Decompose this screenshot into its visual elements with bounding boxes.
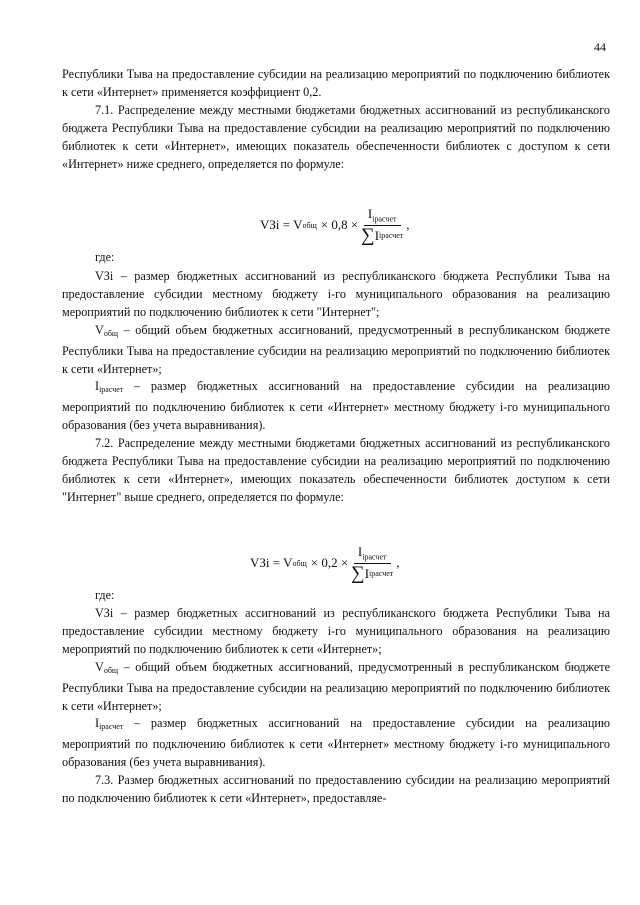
- paragraph-7-2: 7.2. Распределение между местными бюджетами бюджетных ассигнований из республиканского бюджета Республики Тыва на предоставление субсидии на реализацию мероприятий по подключению библиотек к сети «Интернет», имеющих показатель обеспеченности библиотек доступом к сети "Интернет" выше среднего, определяется по формуле:: [62, 436, 610, 504]
- sigma-symbol: ∑: [351, 562, 365, 584]
- paragraph-7-1: 7.1. Распределение между местными бюджетами бюджетных ассигнований из республиканского бюджета Республики Тыва на предоставление субсидии на реализацию мероприятий по подключению библиотек к сети «Интернет», имеющих показатель обеспеченности библиотек с доступом к сети «Интернет» ниже среднего, определяется по формуле:: [62, 102, 610, 171]
- where-label: где:: [95, 250, 115, 264]
- definition-i-calc: Iiрасчет – размер бюджетных ассигнований на предоставление субсидии на реализацию мероприятий по подключению библиотек к сети «Интернет» местному бюджету i-го муниципального образования (без учета выравнивания).: [62, 716, 610, 770]
- formula-lhs: VЗi = V: [250, 555, 293, 571]
- formula-fraction: $I_{iрасчет}$ ∑ I iрасчет: [361, 206, 404, 246]
- formula-coefficient-0-2: VЗi = V общ × 0,2 × $I_{iрасчет}$ ∑ I iрасчет ,: [250, 544, 400, 584]
- where-label: где:: [95, 588, 115, 602]
- definition-v3i: VЗi – размер бюджетных ассигнований из республиканского бюджета Республики Тыва на предоставление субсидии местному бюджету i-го муниципального образования на реализацию мероприятий по подключению библиотек к сети "Интернет";: [62, 269, 610, 319]
- formula-fraction: $I_{iрасчет}$ ∑ I iрасчет: [351, 544, 394, 584]
- definitions-block-2: [62, 605, 610, 808]
- sigma-symbol: ∑: [361, 224, 375, 246]
- formula-coefficient-0-8: VЗi = V общ × 0,8 × $I_{iрасчет}$ ∑ I iрасчет ,: [260, 206, 410, 246]
- formula-coefficient: × 0,2 ×: [310, 555, 349, 571]
- paragraph-7-3: 7.3. Размер бюджетных ассигнований по предоставлению субсидии на реализацию мероприятий по подключению библиотек к сети «Интернет», предоставляе-: [62, 773, 610, 806]
- paragraph-continued: Республики Тыва на предоставление субсидии на реализацию мероприятий по подключению библиотек к сети «Интернет» применяется коэффициент 0,2.: [62, 67, 610, 99]
- definition-v3i: VЗi – размер бюджетных ассигнований из республиканского бюджета Республики Тыва на предоставление субсидии местному бюджету i-го муниципального образования на реализацию мероприятий по подключению библиотек к сети «Интернет»;: [62, 606, 610, 656]
- formula-coefficient: × 0,8 ×: [320, 217, 359, 233]
- definition-v-total: Vобщ – общий объем бюджетных ассигнований, предусмотренный в республиканском бюджете Республики Тыва на предоставление субсидии на реализацию мероприятий по подключению библиотек к сети «Интернет»;: [62, 659, 610, 713]
- top-text-block: [62, 66, 610, 173]
- definitions-block-1: [62, 268, 610, 507]
- formula-lhs: VЗi = V: [260, 217, 303, 233]
- definition-i-calc: Iiрасчет – размер бюджетных ассигнований на предоставление субсидии на реализацию мероприятий по подключению библиотек к сети «Интернет» местному бюджету i-го муниципального образования (без учета выравнивания).: [62, 379, 610, 433]
- page-number: 44: [594, 40, 606, 54]
- definition-v-total: Vобщ – общий объем бюджетных ассигнований, предусмотренный в республиканском бюджете Республики Тыва на предоставление субсидии на реализацию мероприятий по подключению библиотек к сети «Интернет»;: [62, 322, 610, 376]
